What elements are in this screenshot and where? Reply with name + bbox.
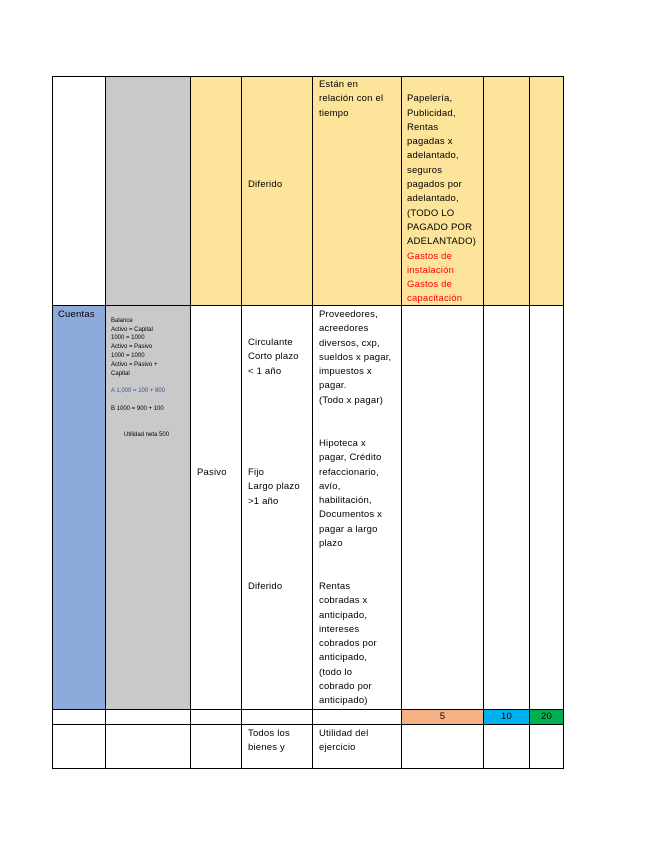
cell-r3-c4 [242,710,313,725]
cell-r1-c2 [106,76,191,306]
cell-r4-c6 [402,725,484,769]
r4-utilidad: Utilidad del ejercicio [319,728,369,754]
cell-r4-c7 [484,725,530,769]
balance-line-b: B 1000 = 900 + 100 [111,405,164,412]
cell-r4-c2 [106,725,191,769]
cell-r3-c5 [313,710,402,725]
cell-r2-c7 [484,306,530,710]
balance-lines: Balance Activo = Capital 1000 = 1000 Activo = Pasivo 1000 = 1000 Activo = Pasivo + Capital [111,317,158,377]
cell-r4-c8 [530,725,564,769]
cell-r2-c8 [530,306,564,710]
cell-cuentas [52,306,106,710]
r1-ejemplos-negro: Papelería, Publicidad, Rentas pagadas x adelantado, seguros pagados por adelantado, (TODO LO PAGADO POR ADELANTADO) [407,93,477,248]
pasivo-label: Pasivo [197,467,227,478]
cell-r1-c3 [191,76,242,306]
cell-r1-c1 [52,76,106,306]
cell-r2-c6 [402,306,484,710]
cell-r1-c8 [530,76,564,306]
cell-r4-c1 [52,725,106,769]
score-orange: 5 [402,710,484,725]
r1-ejemplos [407,78,476,307]
diferido-title: Diferido [248,581,283,592]
score-blue: 10 [484,710,530,725]
fijo-ejemplos: Hipoteca x pagar, Crédito refaccionario, avío, habilitación, Documentos x pagar a largo plazo [319,438,383,550]
r1-diferido-label: Diferido [248,179,283,190]
diferido-ejemplos: Rentas cobradas x anticipado, intereses cobrados por anticipado, (todo lo cobrado por anticipado) [319,581,377,707]
fijo-title: Fijo Largo plazo >1 año [248,467,300,507]
cell-pasivo [191,306,242,710]
cuentas-label: Cuentas [58,309,95,320]
cell-r1-c7 [484,76,530,306]
balance-note [111,308,189,449]
cell-r3-c2 [106,710,191,725]
circulante-title: Circulante Corto plazo < 1 año [248,337,299,377]
r1-descripcion: Están en relación con el tiempo [319,79,384,119]
balance-line-a: A 1,000 = 100 + 900 [111,388,166,395]
r1-ejemplos-rojo: Gastos de instalación Gastos de capacitación [407,250,463,305]
balance-utilidad: Utilidad neta 500 [124,432,170,439]
score-green: 20 [530,710,564,725]
cell-r4-c3 [191,725,242,769]
cell-r3-c1 [52,710,106,725]
cell-r3-c3 [191,710,242,725]
r4-bienes: Todos los bienes y [248,728,290,754]
circulante-ejemplos: Proveedores, acreedores diversos, cxp, sueldos x pagar, impuestos x pagar. (Todo x pagar) [319,309,392,406]
